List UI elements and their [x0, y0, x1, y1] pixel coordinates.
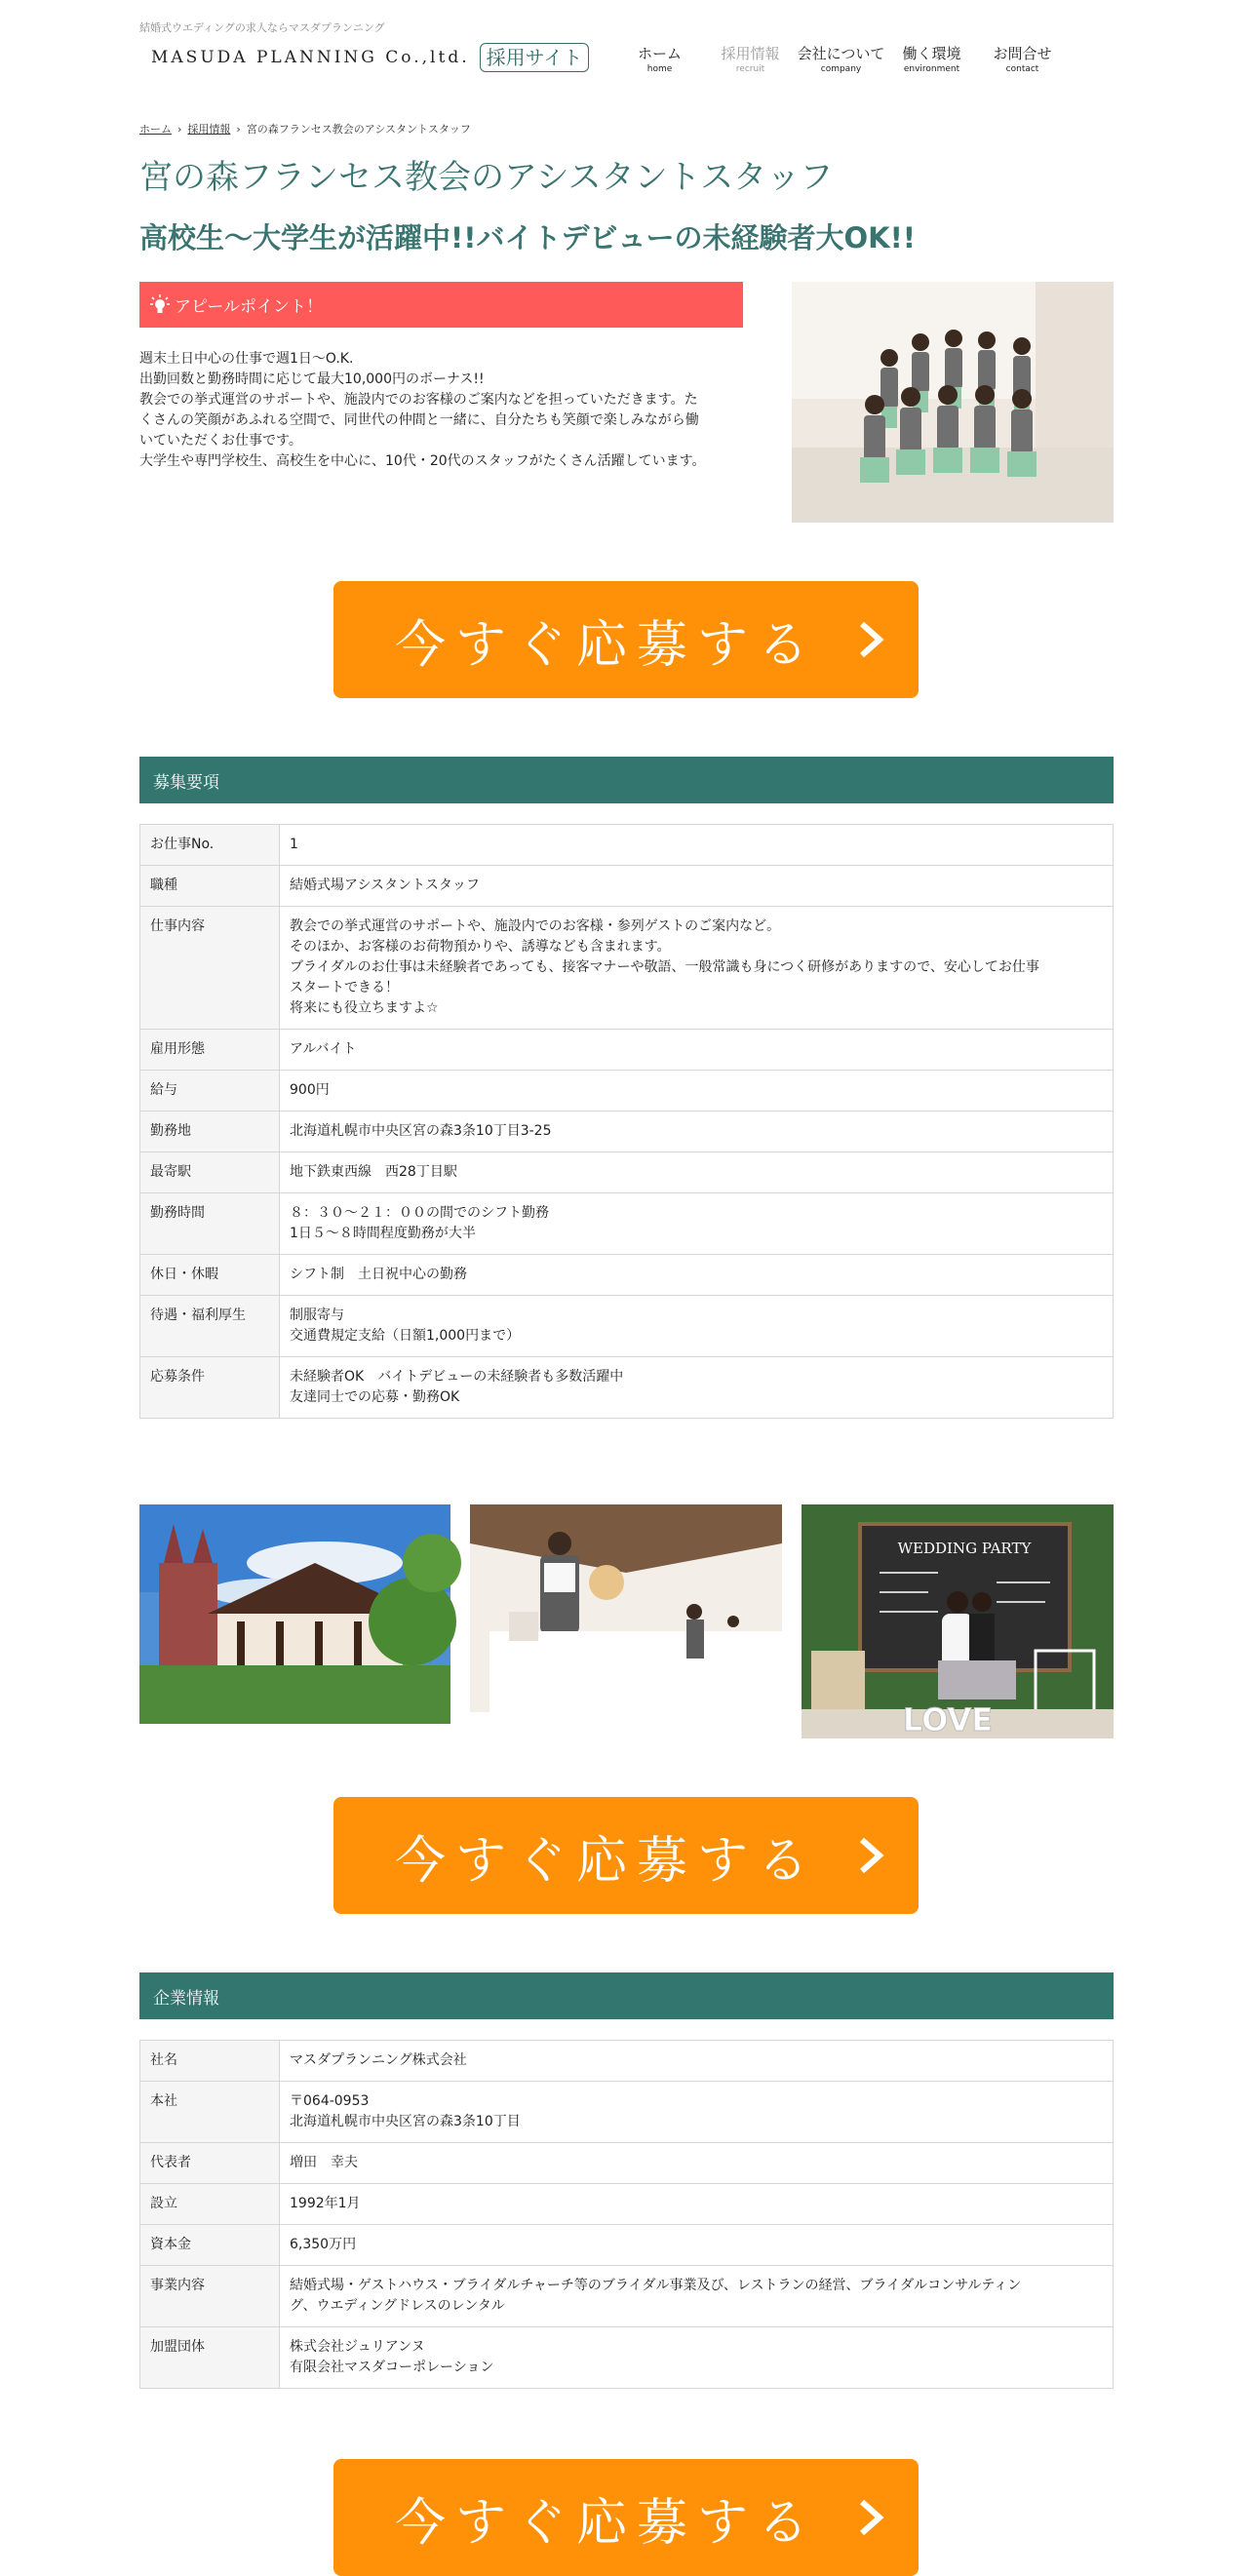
apply-now-button[interactable] [333, 2459, 919, 2576]
row-value-line: 結婚式場・ゲストハウス・ブライダルチャーチ等のブライダル事業及び、レストランの経営、ブライダルコンサルティン [290, 2278, 1022, 2293]
appeal-line: くさんの笑顔があふれる空間で、同世代の仲間と一緒に、自分たちも笑顔で楽しみながら働 [139, 412, 699, 428]
site-logo[interactable] [151, 43, 589, 72]
row-value-line: 将来にも役立ちますよ☆ [290, 1000, 439, 1016]
row-label: 応募条件 [140, 1357, 280, 1419]
row-label: 社名 [140, 2041, 280, 2082]
nav-label: 働く環境 [902, 45, 961, 62]
row-value-line: 制服寄与 [290, 1308, 344, 1323]
row-label: 待遇・福利厚生 [140, 1296, 280, 1357]
row-value-line: 1 [290, 837, 298, 852]
site-tagline: 結婚式ウエディングの求人ならマスダプランニング [139, 21, 385, 34]
logo-text: MASUDA PLANNING Co.,ltd. [151, 48, 470, 67]
staff-group-photo [792, 282, 1114, 523]
nav-sublabel: recruit [735, 64, 765, 74]
appeal-line: 週末土日中心の仕事で週1日～O.K. [139, 351, 354, 367]
company-section-heading: 企業情報 [139, 1972, 1114, 2019]
main-nav [614, 43, 1068, 74]
row-value-line: シフト制 土日祝中心の勤務 [290, 1267, 467, 1282]
wedding-party-board-photo [802, 1504, 1114, 1738]
breadcrumb [139, 121, 471, 137]
row-value-line: 友達同士での応募・勤務OK [290, 1389, 460, 1405]
row-label: 職種 [140, 866, 280, 907]
nav-sublabel: home [646, 64, 673, 74]
recruit-table [139, 824, 1114, 1419]
nav-sublabel: environment [903, 64, 960, 74]
nav-sublabel: company [820, 64, 862, 74]
row-value [280, 1152, 1114, 1193]
row-value-line: 株式会社ジュリアンヌ [290, 2339, 425, 2355]
row-value [280, 1030, 1114, 1071]
row-value-line: 1日５～８時間程度勤務が大半 [290, 1226, 476, 1241]
logo-badge: 採用サイト [480, 43, 590, 72]
table-row [140, 1193, 1114, 1255]
board-love-text: LOVE [902, 1701, 994, 1738]
nav-label: 採用情報 [721, 45, 780, 62]
nav-company[interactable] [796, 43, 886, 74]
row-value [280, 1357, 1114, 1419]
chevron-right-icon [854, 618, 887, 661]
row-value [280, 1193, 1114, 1255]
row-value-line: 有限会社マスダコーポレーション [290, 2360, 494, 2375]
row-value-line: マスダプランニング株式会社 [290, 2052, 467, 2068]
row-value [280, 2082, 1114, 2143]
staff-table-setting-photo [470, 1504, 782, 1712]
row-value-line: 結婚式場アシスタントスタッフ [290, 878, 480, 893]
row-value-line: グ、ウエディングドレスのレンタル [290, 2298, 505, 2314]
recruit-section-heading: 募集要項 [139, 757, 1114, 803]
row-value [280, 1296, 1114, 1357]
row-value [280, 866, 1114, 907]
row-value-line: 北海道札幌市中央区宮の森3条10丁目3-25 [290, 1123, 552, 1139]
row-label: 休日・休暇 [140, 1255, 280, 1296]
breadcrumb-home-link[interactable]: ホーム [139, 123, 172, 136]
row-value-line: 地下鉄東西線 西28丁目駅 [290, 1164, 457, 1180]
row-label: お仕事No. [140, 825, 280, 866]
table-row [140, 1112, 1114, 1152]
board-title-text: WEDDING PARTY [897, 1540, 1032, 1557]
table-row [140, 1152, 1114, 1193]
table-row [140, 1071, 1114, 1112]
row-value [280, 2184, 1114, 2225]
table-row [140, 2327, 1114, 2389]
nav-home[interactable] [614, 43, 705, 74]
appeal-heading-bar [139, 282, 743, 328]
row-value [280, 1112, 1114, 1152]
row-label: 勤務時間 [140, 1193, 280, 1255]
chevron-right-icon [854, 1834, 887, 1877]
row-value-line: 教会での挙式運営のサポートや、施設内でのお客様・参列ゲストのご案内など。 [290, 918, 781, 934]
table-row [140, 1255, 1114, 1296]
company-table [139, 2040, 1114, 2389]
church-exterior-photo [139, 1504, 450, 1724]
row-label: 代表者 [140, 2143, 280, 2184]
table-row [140, 2041, 1114, 2082]
row-label: 雇用形態 [140, 1030, 280, 1071]
appeal-line: 大学生や専門学校生、高校生を中心に、10代・20代のスタッフがたくさん活躍しています。 [139, 453, 706, 469]
appeal-line: いていただくお仕事です。 [139, 433, 302, 449]
table-row [140, 2143, 1114, 2184]
apply-now-button[interactable] [333, 581, 919, 698]
apply-now-label: 今すぐ応募する [394, 2493, 818, 2553]
row-value-line: そのほか、お客様のお荷物預かりや、誘導なども含まれます。 [290, 939, 671, 955]
nav-label: 会社について [797, 45, 885, 62]
row-value-line: ８：３０～２１：００の間でのシフト勤務 [290, 1205, 549, 1221]
row-value-line: ブライダルのお仕事は未経験者であっても、接客マナーや敬語、一般常識も身につく研修がありますので、安心してお仕事 [290, 959, 1039, 975]
nav-label: ホーム [637, 45, 682, 62]
nav-sublabel: contact [1005, 64, 1039, 74]
row-value-line: 6,350万円 [290, 2237, 357, 2252]
table-row [140, 907, 1114, 1030]
row-value-line: 未経験者OK バイトデビューの未経験者も多数活躍中 [290, 1369, 624, 1385]
chevron-right-icon: › [177, 122, 182, 136]
row-value [280, 1255, 1114, 1296]
apply-now-label: 今すぐ応募する [394, 1831, 818, 1891]
row-label: 資本金 [140, 2225, 280, 2266]
row-label: 設立 [140, 2184, 280, 2225]
table-row [140, 2225, 1114, 2266]
table-row [140, 1030, 1114, 1071]
row-value-line: 増田 幸夫 [290, 2155, 358, 2170]
row-value-line: 900円 [290, 1082, 330, 1098]
table-row [140, 825, 1114, 866]
row-value [280, 2266, 1114, 2327]
row-value-line: スタートできる！ [290, 980, 399, 995]
nav-contact[interactable] [977, 43, 1068, 74]
table-row [140, 866, 1114, 907]
table-row [140, 2266, 1114, 2327]
table-row [140, 1296, 1114, 1357]
row-value [280, 1071, 1114, 1112]
row-label: 給与 [140, 1071, 280, 1112]
page-subtitle: 高校生～大学生が活躍中!!バイトデビューの未経験者大OK!! [139, 221, 917, 254]
row-label: 勤務地 [140, 1112, 280, 1152]
breadcrumb-current: 宮の森フランセス教会のアシスタントスタッフ [246, 123, 471, 136]
row-value-line: 交通費規定支給（日額1,000円まで） [290, 1328, 521, 1344]
lightbulb-icon [149, 293, 171, 317]
nav-recruit[interactable] [705, 43, 796, 74]
nav-label: お問合せ [993, 45, 1052, 62]
row-value [280, 825, 1114, 866]
row-value [280, 907, 1114, 1030]
row-value-line: 〒064-0953 [290, 2093, 370, 2109]
row-label: 本社 [140, 2082, 280, 2143]
table-row [140, 2184, 1114, 2225]
table-row [140, 2082, 1114, 2143]
appeal-line: 出勤回数と勤務時間に応じて最大10,000円のボーナス!! [139, 371, 485, 387]
appeal-text [139, 349, 744, 472]
row-label: 最寄駅 [140, 1152, 280, 1193]
appeal-line: 教会での挙式運営のサポートや、施設内でのお客様のご案内などを担っていただきます。た [139, 392, 698, 408]
appeal-heading: アピールポイント！ [175, 297, 323, 317]
row-value [280, 2327, 1114, 2389]
chevron-right-icon [854, 2496, 887, 2539]
apply-now-label: 今すぐ応募する [394, 615, 818, 675]
row-value-line: 1992年1月 [290, 2196, 361, 2211]
page-title: 宮の森フランセス教会のアシスタントスタッフ [139, 158, 834, 197]
row-label: 加盟団体 [140, 2327, 280, 2389]
nav-environment[interactable] [886, 43, 977, 74]
row-value [280, 2143, 1114, 2184]
row-value-line: 北海道札幌市中央区宮の森3条10丁目 [290, 2114, 521, 2129]
row-value-line: アルバイト [290, 1041, 357, 1057]
row-value [280, 2225, 1114, 2266]
row-label: 事業内容 [140, 2266, 280, 2327]
apply-now-button[interactable] [333, 1797, 919, 1914]
row-label: 仕事内容 [140, 907, 280, 1030]
breadcrumb-recruit-link[interactable]: 採用情報 [187, 123, 231, 136]
table-row [140, 1357, 1114, 1419]
row-value [280, 2041, 1114, 2082]
chevron-right-icon: › [236, 122, 241, 136]
